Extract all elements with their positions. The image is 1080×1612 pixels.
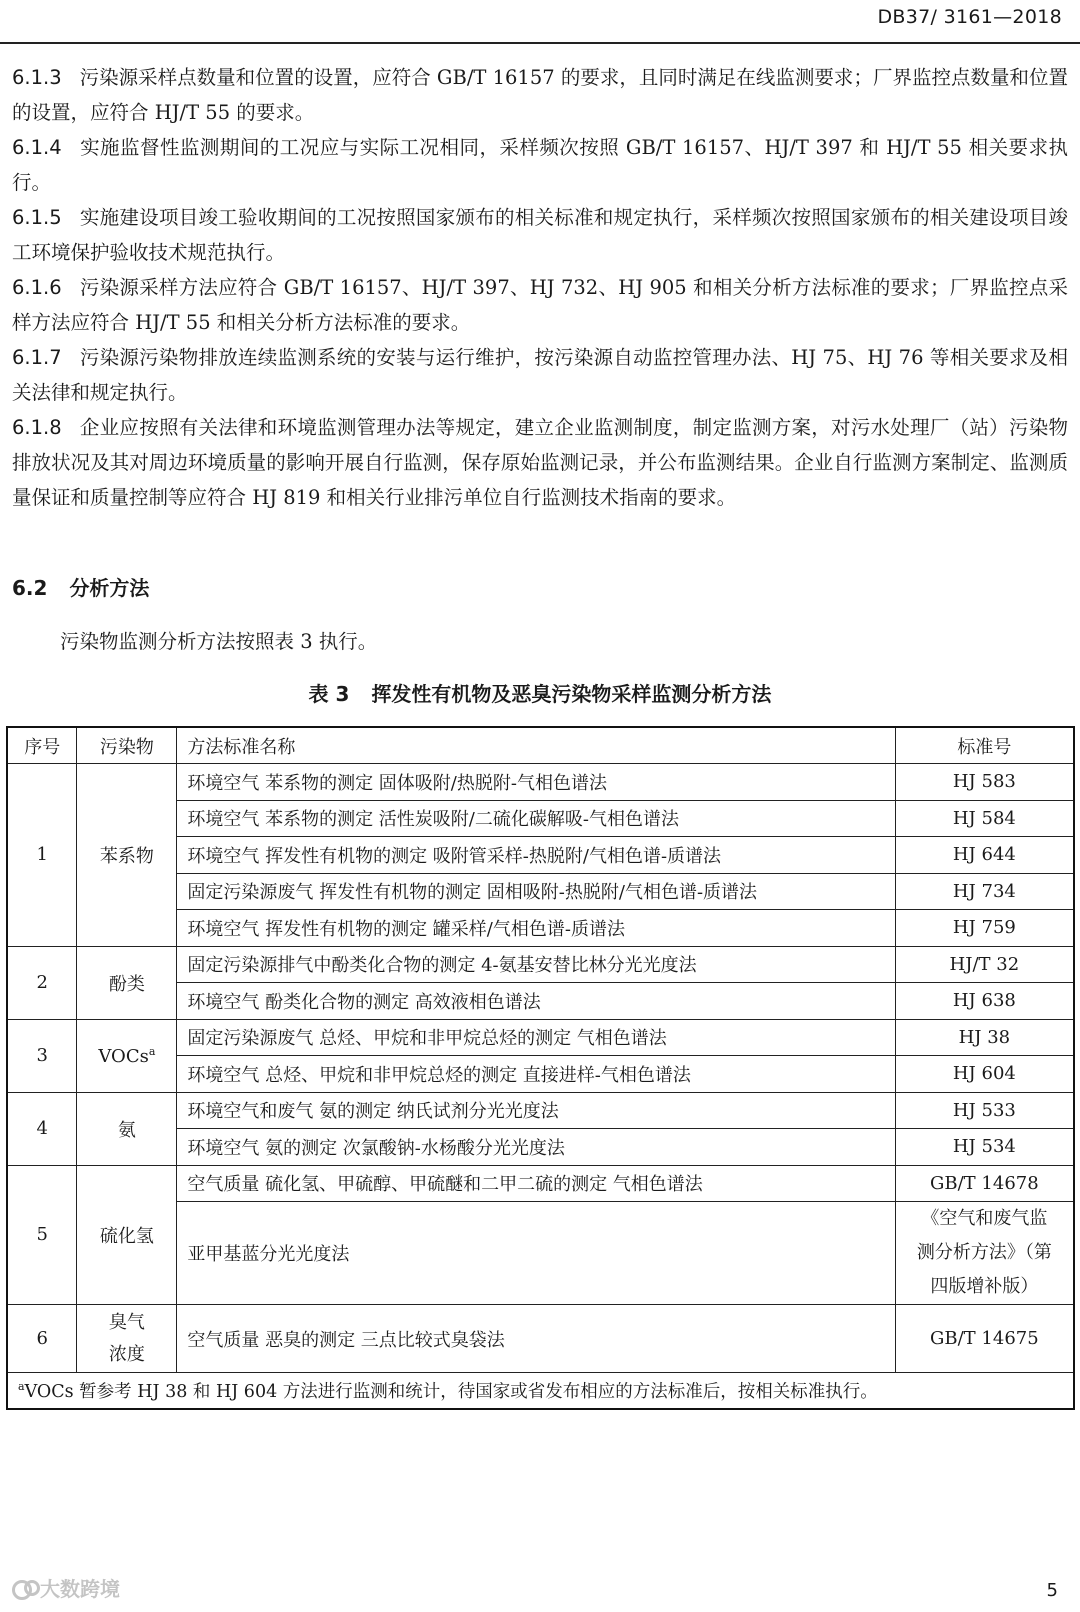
- method-cell: 亚甲基蓝分光光度法: [177, 1202, 895, 1305]
- pollutant-cell: 苯系物: [77, 764, 177, 947]
- standard-line: 《空气和废气监: [921, 1208, 1048, 1229]
- seq-cell: 5: [7, 1165, 77, 1305]
- clause-number: 6.1.8: [12, 416, 62, 439]
- pollutant-name: VOCs: [98, 1045, 149, 1067]
- clause-6-1-4: [12, 130, 1068, 200]
- clause-number: 6.1.7: [12, 346, 62, 369]
- section-heading: [12, 572, 149, 601]
- method-cell: 环境空气 总烃、甲烷和非甲烷总烃的测定 直接进样-气相色谱法: [177, 1056, 895, 1093]
- standard-cell: HJ 734: [895, 873, 1074, 910]
- standard-cell: HJ 638: [895, 983, 1074, 1020]
- header-standard: 标准号: [895, 727, 1074, 764]
- document-code: DB37/ 3161—2018: [877, 6, 1062, 28]
- method-cell: 环境空气 氨的测定 次氯酸钠-水杨酸分光光度法: [177, 1129, 895, 1166]
- methods-table: [6, 726, 1075, 1410]
- method-cell: 环境空气 苯系物的测定 固体吸附/热脱附-气相色谱法: [177, 764, 895, 801]
- clause-text: 污染源污染物排放连续监测系统的安装与运行维护，按污染源自动监控管理办法、HJ 75、HJ 76 等相关要求及相关法律和规定执行。: [12, 346, 1068, 404]
- table-title: [0, 678, 1080, 707]
- method-cell: 环境空气 挥发性有机物的测定 罐采样/气相色谱-质谱法: [177, 910, 895, 947]
- clause-text: 企业应按照有关法律和环境监测管理办法等规定，建立企业监测制度，制定监测方案，对污水处理厂（站）污染物排放状况及其对周边环境质量的影响开展自行监测，保存原始监测记录，并公布监测结果。企业自行监测方案制定、监测质量保证和质量控制等应符合 HJ 819 和相关行业排污单位自行监测技术指南的要求。: [12, 416, 1068, 509]
- clause-text: 实施建设项目竣工验收期间的工况按照国家颁布的相关标准和规定执行，采样频次按照国家颁布的相关建设项目竣工环境保护验收技术规范执行。: [12, 206, 1068, 264]
- method-cell: 环境空气和废气 氨的测定 纳氏试剂分光光度法: [177, 1092, 895, 1129]
- standard-cell: HJ 38: [895, 1019, 1074, 1056]
- standard-cell: GB/T 14678: [895, 1165, 1074, 1202]
- watermark-text: 大数跨境: [40, 1577, 120, 1601]
- seq-cell: 4: [7, 1092, 77, 1165]
- pollutant-cell: 氨: [77, 1092, 177, 1165]
- clause-text: 污染源采样方法应符合 GB/T 16157、HJ/T 397、HJ 732、HJ 905 和相关分析方法标准的要求；厂界监控点采样方法应符合 HJ/T 55 和相关分析方法标准的要求。: [12, 276, 1068, 334]
- pollutant-cell: 硫化氢: [77, 1165, 177, 1305]
- table-header-row: [7, 727, 1074, 764]
- clause-6-1-7: [12, 340, 1068, 410]
- pollutant-line: 臭气: [108, 1311, 145, 1333]
- method-cell: 固定污染源废气 挥发性有机物的测定 固相吸附-热脱附/气相色谱-质谱法: [177, 873, 895, 910]
- table-row: [7, 946, 1074, 983]
- standard-cell: HJ 644: [895, 837, 1074, 874]
- method-cell: 环境空气 酚类化合物的测定 高效液相色谱法: [177, 983, 895, 1020]
- watermark-logo-icon: [12, 1578, 36, 1598]
- intro-paragraph: 污染物监测分析方法按照表 3 执行。: [60, 630, 378, 653]
- header-rule: [0, 42, 1080, 44]
- standard-line: 测分析方法》（第: [916, 1242, 1052, 1263]
- method-cell: 环境空气 挥发性有机物的测定 吸附管采样-热脱附/气相色谱-质谱法: [177, 837, 895, 874]
- standard-cell: HJ/T 32: [895, 946, 1074, 983]
- pollutant-cell: [77, 1019, 177, 1092]
- table-row: [7, 1092, 1074, 1129]
- clause-number: 6.1.4: [12, 136, 62, 159]
- header-seq: 序号: [7, 727, 77, 764]
- footnote-text: VOCs 暂参考 HJ 38 和 HJ 604 方法进行监测和统计，待国家或省发布相应的方法标准后，按相关标准执行。: [24, 1382, 878, 1402]
- method-cell: 环境空气 苯系物的测定 活性炭吸附/二硫化碳解吸-气相色谱法: [177, 800, 895, 837]
- method-cell: 空气质量 恶臭的测定 三点比较式臭袋法: [177, 1305, 895, 1373]
- standard-cell: HJ 604: [895, 1056, 1074, 1093]
- standard-cell: [895, 1202, 1074, 1305]
- clause-list: [12, 60, 1068, 515]
- method-cell: 空气质量 硫化氢、甲硫醇、甲硫醚和二甲二硫的测定 气相色谱法: [177, 1165, 895, 1202]
- clause-text: 污染源采样点数量和位置的设置，应符合 GB/T 16157 的要求，且同时满足在线监测要求；厂界监控点数量和位置的设置，应符合 HJ/T 55 的要求。: [12, 66, 1068, 124]
- seq-cell: 1: [7, 764, 77, 947]
- table-number: 表 3: [308, 682, 350, 706]
- header-method: 方法标准名称: [177, 727, 895, 764]
- clause-text: 实施监督性监测期间的工况应与实际工况相同，采样频次按照 GB/T 16157、HJ/T 397 和 HJ/T 55 相关要求执行。: [12, 136, 1068, 194]
- clause-number: 6.1.6: [12, 276, 62, 299]
- standard-cell: HJ 533: [895, 1092, 1074, 1129]
- clause-6-1-8: [12, 410, 1068, 515]
- table-title-text: 挥发性有机物及恶臭污染物采样监测分析方法: [371, 682, 772, 706]
- footnote-row: [7, 1373, 1074, 1410]
- table-row: [7, 1305, 1074, 1373]
- pollutant-line: 浓度: [108, 1343, 145, 1365]
- clause-6-1-6: [12, 270, 1068, 340]
- standard-cell: HJ 583: [895, 764, 1074, 801]
- watermark: [12, 1573, 120, 1602]
- table-row: [7, 1165, 1074, 1202]
- standard-cell: GB/T 14675: [895, 1305, 1074, 1373]
- standard-cell: HJ 584: [895, 800, 1074, 837]
- standard-cell: HJ 759: [895, 910, 1074, 947]
- footnote-cell: [7, 1373, 1074, 1410]
- clause-number: 6.1.5: [12, 206, 62, 229]
- section-title: 分析方法: [69, 576, 150, 600]
- clause-6-1-5: [12, 200, 1068, 270]
- pollutant-cell: [77, 1305, 177, 1373]
- seq-cell: 6: [7, 1305, 77, 1373]
- footnote-marker: a: [18, 1380, 25, 1394]
- standard-cell: HJ 534: [895, 1129, 1074, 1166]
- method-cell: 固定污染源废气 总烃、甲烷和非甲烷总烃的测定 气相色谱法: [177, 1019, 895, 1056]
- seq-cell: 3: [7, 1019, 77, 1092]
- clause-6-1-3: [12, 60, 1068, 130]
- header-pollutant: 污染物: [77, 727, 177, 764]
- seq-cell: 2: [7, 946, 77, 1019]
- method-cell: 固定污染源排气中酚类化合物的测定 4-氨基安替比林分光光度法: [177, 946, 895, 983]
- section-number: 6.2: [12, 576, 48, 600]
- page-number: 5: [1046, 1580, 1058, 1601]
- footnote-marker: a: [148, 1044, 156, 1058]
- standard-line: 四版增补版）: [930, 1276, 1039, 1297]
- table-row: [7, 1019, 1074, 1056]
- clause-number: 6.1.3: [12, 66, 62, 89]
- table-row: [7, 764, 1074, 801]
- pollutant-cell: 酚类: [77, 946, 177, 1019]
